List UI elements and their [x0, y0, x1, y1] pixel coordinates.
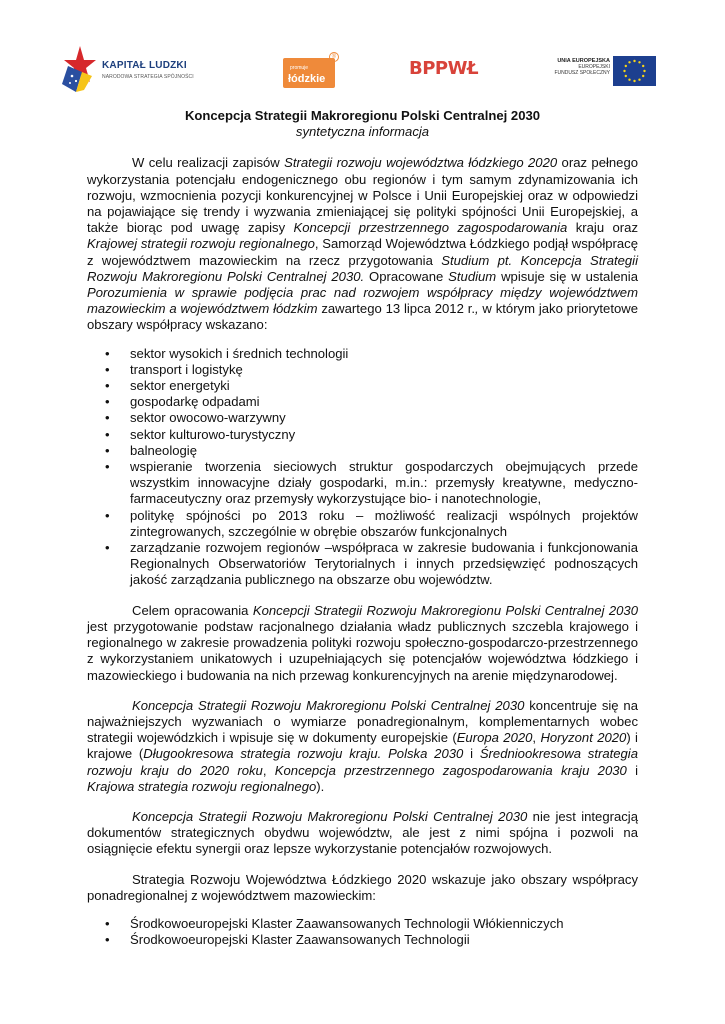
italic-run: Długookresowa strategia rozwoju kraju. Polska 2030 — [143, 746, 464, 762]
kapital-ludzki-star-icon — [62, 46, 96, 92]
paragraph-synergy — [87, 809, 638, 858]
promuje-lodzkie-logo — [283, 54, 339, 88]
list-item — [87, 378, 638, 394]
lodzkie-big-text: łódzkie — [288, 73, 326, 85]
text-run: W celu realizacji zapisów — [132, 155, 285, 171]
text-run: jest przygotowanie podstaw racjonalnego działania władz publicznych szczebla krajowego i regionalnego w zakresie prowadzenia polityki rozwoju społeczno-gospodarczo-przestrzennego z wykorzystaniem unikatowych i uzupełniających się potencjałów województwa łódzkiego i mazowieckiego i budowania na nich przewag konkurencyjnych na arenie międzynarodowej. — [87, 618, 638, 683]
list-item-text: politykę spójności po 2013 roku – możliwość realizacji wspólnych projektów zintegrowanych, szczególnie w obrębie obszarów funkcjonalnych — [130, 507, 638, 539]
list-item — [87, 459, 638, 508]
list-item-text: transport i logistykę — [130, 361, 243, 377]
list-item — [87, 427, 638, 443]
text-run: oraz pełnego wykorzystania potencjału endogenicznego obu regionów i tym samym zdynamizowania ich rozwoju, wzmocnienia pozycji konkurencyjnej w Polsce i Unii Europejskiej oraz w odpowiedzi na pojawiające się trendy i wyzwania zmieniającej się polityki spójności Unii Europejskiej, a także biorąc pod uwagę zapisy — [87, 155, 639, 236]
lodzkie-badge — [283, 58, 335, 88]
kapital-ludzki-logo — [62, 46, 212, 90]
italic-run: Koncepcja Strategii Rozwoju Makroregionu Polski Centralnej 2030 — [132, 808, 528, 824]
list-item — [87, 410, 638, 426]
list-item — [87, 443, 638, 459]
ue-line-2: EUROPEJSKI — [578, 64, 610, 70]
list-item-text: zarządzanie rozwojem regionów –współpraca w zakresie budowania i funkcjonowania Regionalnych Obserwatoriów Terytorialnych i innych przedsięwzięć podnoszących jakość zarządzania publicznego na obszarze obu województw. — [130, 540, 638, 588]
list-item — [87, 508, 638, 540]
lodzkie-small-text: promuje — [290, 65, 309, 71]
intro-paragraph — [87, 155, 638, 333]
list-item-text: sektor owocowo-warzywny — [130, 410, 286, 426]
list-item-text: gospodarkę odpadami — [130, 394, 260, 410]
text-run: nie jest integracją dokumentów strategicznych obydwu województw, ale jest z nimi spójna i pozwoli na osiągnięcie efektu synergii oraz lepsze wykorzystanie potencjałów rozwojowych. — [87, 808, 638, 857]
list-item — [87, 932, 638, 948]
list-item-text: balneologię — [130, 442, 197, 458]
italic-run: Koncepcji Strategii Rozwoju Makroregionu Polski Centralnej 2030 — [252, 602, 638, 618]
document-subtitle: syntetyczna informacja — [295, 124, 430, 140]
ue-line-3: FUNDUSZ SPOŁECZNY — [554, 70, 610, 76]
document-title: Koncepcja Strategii Makroregionu Polski Centralnej 2030 — [184, 108, 541, 123]
italic-run: Europa 2020 — [456, 730, 533, 746]
list-item — [87, 540, 638, 589]
italic-run: Studium pt. Koncepcja Strategii Rozwoju Makroregionu Polski Centralnej 2030. — [87, 252, 639, 284]
bullet: • — [105, 378, 110, 394]
clusters-list — [87, 916, 638, 948]
text-run: zawartego 13 lipca 2012 r. — [317, 301, 475, 317]
registered-mark: ® — [329, 52, 339, 62]
unia-europejska-logo — [540, 56, 660, 90]
text-run: koncentruje się na najważniejszych wyzwaniach o wymiarze ponadregionalnym, komplementarnych wobec strategii wojewódzkich i wpisuje się w dokumenty europejskie ( — [87, 697, 638, 746]
italic-run: Koncepcja przestrzennego zagospodarowania kraju 2030 — [274, 762, 627, 778]
priorities-list — [87, 346, 638, 589]
bullet: • — [105, 507, 110, 523]
text-run: i — [463, 746, 480, 762]
unia-europejska-text — [554, 58, 610, 76]
italic-run: Studium — [448, 268, 497, 284]
italic-run: Krajowa strategia rozwoju regionalnego — [87, 778, 317, 794]
italic-run: Średniookresowa strategia rozwoju kraju do 2020 roku — [87, 746, 638, 778]
bullet: • — [105, 540, 110, 556]
text-run: kraju oraz — [567, 220, 638, 236]
list-item-text: sektor energetyki — [130, 378, 230, 394]
list-item — [87, 394, 638, 410]
list-item — [87, 916, 638, 932]
kapital-ludzki-title: KAPITAŁ LUDZKI — [102, 60, 187, 71]
document-body — [87, 108, 638, 948]
header-logos — [0, 40, 725, 96]
bullet: • — [105, 915, 110, 931]
bullet: • — [105, 426, 110, 442]
bullet: • — [105, 442, 110, 458]
bullet: • — [105, 345, 110, 361]
list-item — [87, 346, 638, 362]
eu-flag-icon — [613, 56, 656, 86]
italic-run: Strategii rozwoju województwa łódzkiego 2020 — [284, 155, 558, 171]
text-run: wpisuje się w ustalenia — [496, 268, 639, 284]
text-run: w którym jako priorytetowe obszary współpracy wskazano: — [87, 301, 638, 333]
text-run: i — [626, 762, 638, 778]
list-item — [87, 362, 638, 378]
italic-run: , — [474, 301, 479, 317]
text-run: Celem opracowania — [132, 602, 253, 618]
kapital-ludzki-subtitle: NARODOWA STRATEGIA SPÓJNOŚCI — [102, 74, 194, 80]
bullet: • — [105, 394, 110, 410]
list-item-text: wspieranie tworzenia sieciowych struktur gospodarczych obejmujących przede wszystkim innowacyjne działy gospodarki, m.in.: przemysły kreatywne, medyczno-farmaceutyczny oraz przemysły wykorzystujące bio- i nanotechnologie, — [130, 459, 638, 507]
bppwl-logo: BPPWŁ — [409, 58, 479, 79]
ue-line-1: UNIA EUROPEJSKA — [557, 58, 610, 64]
paragraph-focus — [87, 698, 638, 795]
bullet: • — [105, 410, 110, 426]
italic-run: Horyzont 2020 — [540, 730, 627, 746]
list-item-text: Środkowoeuropejski Klaster Zaawansowanych Technologii — [130, 932, 470, 948]
bullet: • — [105, 932, 110, 948]
italic-run: Koncepcja Strategii Rozwoju Makroregionu Polski Centralnej 2030 — [132, 697, 525, 713]
list-item-text: sektor kulturowo-turystyczny — [130, 426, 296, 442]
bullet: • — [105, 459, 110, 475]
italic-run: Krajowej strategii rozwoju regionalnego — [87, 236, 315, 252]
text-run: , — [262, 762, 275, 778]
text-run: , — [532, 730, 541, 746]
text-run: , Samorząd Województwa Łódzkiego podjął współpracę z województwem mazowieckim na rzecz przygotowania — [87, 236, 639, 268]
italic-run: Koncepcji przestrzennego zagospodarowania — [293, 220, 568, 236]
paragraph-clusters-intro: Strategia Rozwoju Województwa Łódzkiego 2020 wskazuje jako obszary współpracy ponadregionalnej z województwem mazowieckim: — [87, 871, 638, 903]
text-run: ). — [316, 778, 325, 794]
bullet: • — [105, 361, 110, 377]
italic-run: Porozumienia w sprawie podjęcia prac nad rozwojem współpracy między województwem mazowieckim a województwem łódzkim — [87, 285, 638, 317]
paragraph-goal — [87, 603, 638, 684]
text-run: Opracowane — [364, 268, 449, 284]
list-item-text: Środkowoeuropejski Klaster Zaawansowanych Technologii Włókienniczych — [130, 915, 564, 931]
list-item-text: sektor wysokich i średnich technologii — [130, 345, 349, 361]
text-run: ) i krajowe ( — [87, 730, 638, 762]
